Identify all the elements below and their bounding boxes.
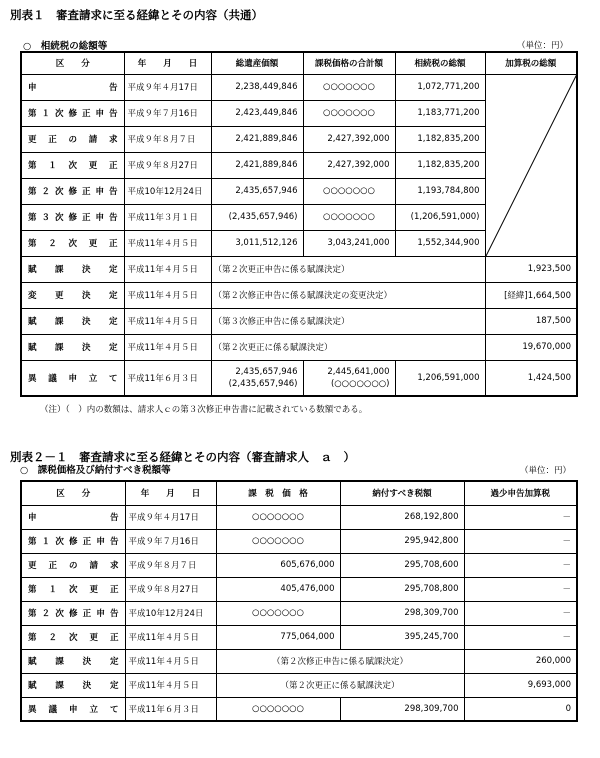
additional-tax-total: 1,923,500 xyxy=(485,256,577,282)
row-label: 第１次更正 xyxy=(21,152,124,178)
diagonal-line xyxy=(486,75,577,256)
table1-note: （注）（ ）内の数額は、請求人ｃの第３次修正申告書に記載されている数額である。 xyxy=(40,405,368,415)
table-row xyxy=(21,697,577,721)
taxable-value-total: 2,427,392,000 xyxy=(303,152,395,178)
row-label: 更正の請求 xyxy=(21,126,124,152)
additional-tax-total: 187,500 xyxy=(485,308,577,334)
tax-payable: 295,708,600 xyxy=(340,553,464,577)
row-date: 平成11年４月５日 xyxy=(124,282,211,308)
tax-payable: 295,942,800 xyxy=(340,529,464,553)
underreporting-penalty: 0 xyxy=(464,697,577,721)
row-label: 第１次更正 xyxy=(21,577,125,601)
taxable-value: ○○○○○○○ xyxy=(216,505,340,529)
row-date: 平成10年12月24日 xyxy=(125,601,216,625)
underreporting-penalty: － xyxy=(464,505,577,529)
table-row xyxy=(21,553,577,577)
total-estate-value xyxy=(211,360,303,396)
row-label: 申 告 xyxy=(21,74,124,100)
taxable-value-total: ○○○○○○○ xyxy=(303,74,395,100)
table-row xyxy=(21,334,577,360)
total-estate-value: 2,421,889,846 xyxy=(211,152,303,178)
table1-unit: （単位：円） xyxy=(517,41,569,51)
column-header: 課 税 価 格 xyxy=(216,481,340,505)
value-primary: 2,435,657,946 xyxy=(235,366,298,377)
row-label: 更正の請求 xyxy=(21,553,125,577)
total-estate-value: 3,011,512,126 xyxy=(211,230,303,256)
table-row xyxy=(21,308,577,334)
row-label: 賦課決定 xyxy=(21,673,125,697)
row-description: （第３次修正申告に係る賦課決定） xyxy=(211,308,485,334)
row-label: 変更決定 xyxy=(21,282,124,308)
column-header: 年 月 日 xyxy=(124,52,211,74)
row-date: 平成11年４月５日 xyxy=(125,673,216,697)
row-description: （第２次修正申告に係る賦課決定の変更決定） xyxy=(211,282,485,308)
tax-payable: 268,192,800 xyxy=(340,505,464,529)
tax-payable: 395,245,700 xyxy=(340,625,464,649)
additional-tax-total: 1,424,500 xyxy=(485,360,577,396)
table-row xyxy=(21,505,577,529)
column-header: 区 分 xyxy=(21,52,124,74)
row-date: 平成９年８月７日 xyxy=(124,126,211,152)
row-label: 第２次修正申告 xyxy=(21,601,125,625)
table-header-row xyxy=(21,481,577,505)
row-date: 平成11年４月５日 xyxy=(125,649,216,673)
value-secondary: (○○○○○○○) xyxy=(330,378,390,389)
empty-diagonal-cell xyxy=(485,74,577,256)
row-label: 第１次修正申告 xyxy=(21,529,125,553)
table-row xyxy=(21,360,577,396)
row-description: （第２次更正申告に係る賦課決定） xyxy=(211,256,485,282)
row-label: 賦課決定 xyxy=(21,334,124,360)
taxable-value: 405,476,000 xyxy=(216,577,340,601)
table-row xyxy=(21,529,577,553)
table1-subtitle: ○ 相続税の総額等 xyxy=(23,41,108,52)
additional-tax-total: [経緯]1,664,500 xyxy=(485,282,577,308)
column-header: 総遺産価額 xyxy=(211,52,303,74)
column-header: 加算税の総額 xyxy=(485,52,577,74)
row-label: 第１次修正申告 xyxy=(21,100,124,126)
row-label: 第３次修正申告 xyxy=(21,204,124,230)
column-header: 年 月 日 xyxy=(125,481,216,505)
row-label: 賦課決定 xyxy=(21,256,124,282)
taxable-value-table xyxy=(20,480,578,722)
tax-payable: 298,309,700 xyxy=(340,697,464,721)
inheritance-tax-total: 1,182,835,200 xyxy=(395,152,485,178)
table-row xyxy=(21,577,577,601)
row-date: 平成11年６月３日 xyxy=(124,360,211,396)
underreporting-penalty: － xyxy=(464,529,577,553)
taxable-value: ○○○○○○○ xyxy=(216,697,340,721)
row-date: 平成９年７月16日 xyxy=(124,100,211,126)
row-label: 異議申立て xyxy=(21,360,124,396)
column-header: 区 分 xyxy=(21,481,125,505)
row-date: 平成９年８月27日 xyxy=(125,577,216,601)
row-date: 平成９年８月27日 xyxy=(124,152,211,178)
inheritance-tax-total: 1,183,771,200 xyxy=(395,100,485,126)
row-date: 平成11年３月１日 xyxy=(124,204,211,230)
table-row xyxy=(21,601,577,625)
row-date: 平成11年４月５日 xyxy=(125,625,216,649)
table-header-row xyxy=(21,52,577,74)
row-label: 第２次更正 xyxy=(21,625,125,649)
column-header: 納付すべき税額 xyxy=(340,481,464,505)
table-row xyxy=(21,74,577,100)
additional-tax-total: 19,670,000 xyxy=(485,334,577,360)
total-estate-value: (2,435,657,946) xyxy=(211,204,303,230)
row-date: 平成11年４月５日 xyxy=(124,308,211,334)
table-row xyxy=(21,673,577,697)
taxable-value-total xyxy=(303,360,395,396)
row-description: （第２次修正申告に係る賦課決定） xyxy=(216,649,464,673)
tax-payable: 295,708,800 xyxy=(340,577,464,601)
taxable-value-total: 3,043,241,000 xyxy=(303,230,395,256)
taxable-value-total: ○○○○○○○ xyxy=(303,100,395,126)
inheritance-tax-total: 1,072,771,200 xyxy=(395,74,485,100)
underreporting-penalty: － xyxy=(464,553,577,577)
total-estate-value: 2,238,449,846 xyxy=(211,74,303,100)
row-label: 異議申立て xyxy=(21,697,125,721)
table-row xyxy=(21,256,577,282)
column-header: 課税価格の合計額 xyxy=(303,52,395,74)
taxable-value: ○○○○○○○ xyxy=(216,601,340,625)
row-date: 平成９年４月17日 xyxy=(124,74,211,100)
column-header: 過少申告加算税 xyxy=(464,481,577,505)
inheritance-tax-total: 1,193,784,800 xyxy=(395,178,485,204)
total-estate-value: 2,421,889,846 xyxy=(211,126,303,152)
taxable-value-total: ○○○○○○○ xyxy=(303,204,395,230)
taxable-value-total: ○○○○○○○ xyxy=(303,178,395,204)
underreporting-penalty: 9,693,000 xyxy=(464,673,577,697)
row-label: 賦課決定 xyxy=(21,308,124,334)
inheritance-tax-total: 1,206,591,000 xyxy=(395,360,485,396)
table2-subtitle: ○ 課税価格及び納付すべき税額等 xyxy=(20,465,171,476)
row-description: （第２次更正に係る賦課決定） xyxy=(216,673,464,697)
table-row xyxy=(21,649,577,673)
underreporting-penalty: － xyxy=(464,625,577,649)
total-estate-value: 2,423,449,846 xyxy=(211,100,303,126)
underreporting-penalty: 260,000 xyxy=(464,649,577,673)
row-label: 第２次更正 xyxy=(21,230,124,256)
table1-title: 別表１ 審査請求に至る経緯とその内容（共通） xyxy=(10,8,263,22)
underreporting-penalty: － xyxy=(464,601,577,625)
row-date: 平成11年４月５日 xyxy=(124,334,211,360)
row-date: 平成11年４月５日 xyxy=(124,230,211,256)
row-date: 平成11年６月３日 xyxy=(125,697,216,721)
row-label: 第２次修正申告 xyxy=(21,178,124,204)
table2-title: 別表２－１ 審査請求に至る経緯とその内容（審査請求人 ａ ） xyxy=(10,450,355,464)
row-label: 賦課決定 xyxy=(21,649,125,673)
row-date: 平成９年４月17日 xyxy=(125,505,216,529)
column-header: 相続税の総額 xyxy=(395,52,485,74)
table2-unit: （単位：円） xyxy=(520,466,572,476)
value-primary: 2,445,641,000 xyxy=(327,366,390,377)
inheritance-tax-table xyxy=(20,51,578,397)
row-label: 申 告 xyxy=(21,505,125,529)
table-row xyxy=(21,625,577,649)
table-row xyxy=(21,282,577,308)
taxable-value: 775,064,000 xyxy=(216,625,340,649)
taxable-value-total: 2,427,392,000 xyxy=(303,126,395,152)
inheritance-tax-total: 1,552,344,900 xyxy=(395,230,485,256)
row-date: 平成10年12月24日 xyxy=(124,178,211,204)
value-secondary: (2,435,657,946) xyxy=(228,378,298,389)
row-description: （第２次更正に係る賦課決定） xyxy=(211,334,485,360)
row-date: 平成９年７月16日 xyxy=(125,529,216,553)
taxable-value: 605,676,000 xyxy=(216,553,340,577)
inheritance-tax-total: (1,206,591,000) xyxy=(395,204,485,230)
total-estate-value: 2,435,657,946 xyxy=(211,178,303,204)
tax-payable: 298,309,700 xyxy=(340,601,464,625)
row-date: 平成９年８月７日 xyxy=(125,553,216,577)
taxable-value: ○○○○○○○ xyxy=(216,529,340,553)
inheritance-tax-total: 1,182,835,200 xyxy=(395,126,485,152)
underreporting-penalty: － xyxy=(464,577,577,601)
row-date: 平成11年４月５日 xyxy=(124,256,211,282)
